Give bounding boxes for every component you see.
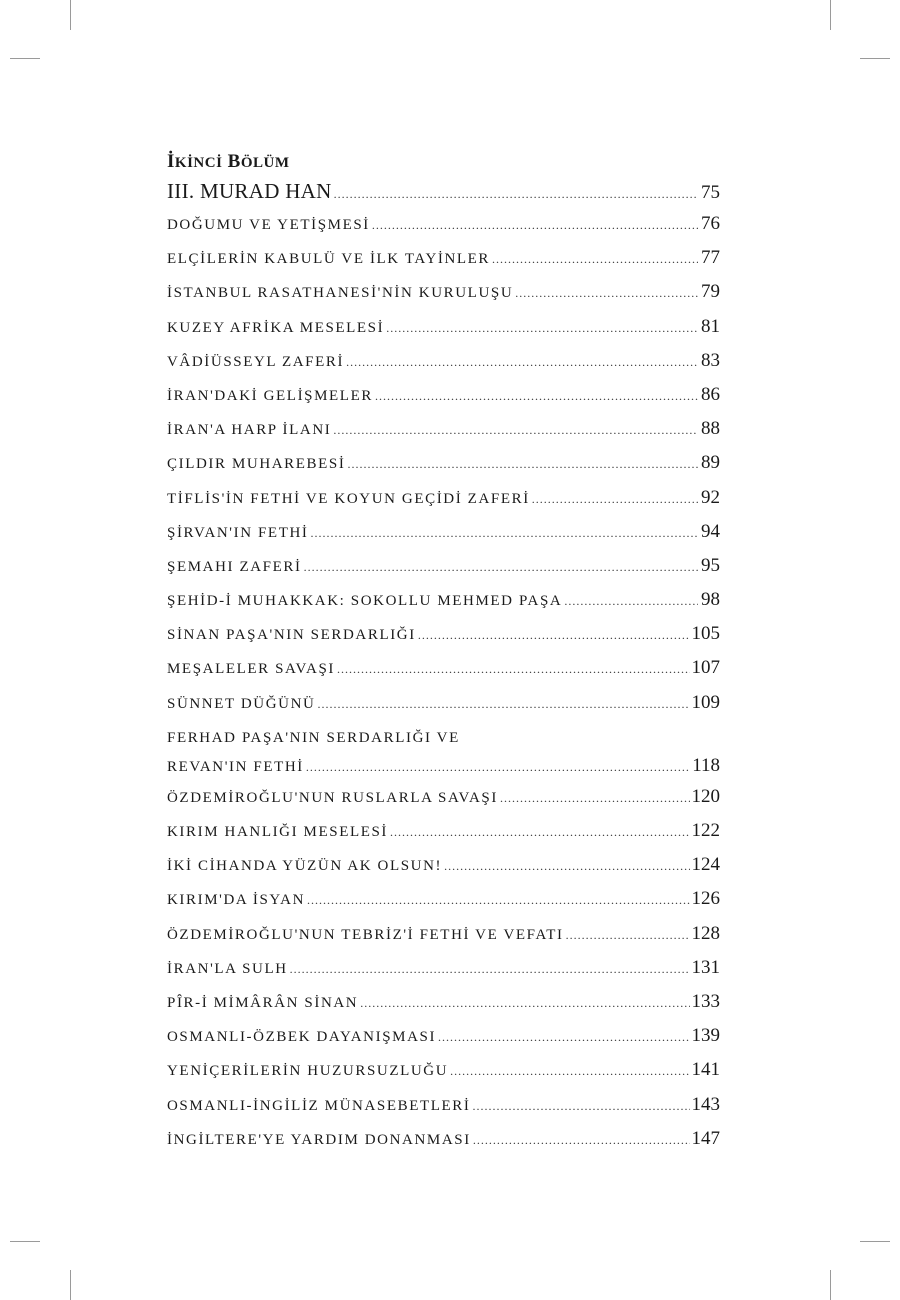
- toc-page-number: 133: [691, 990, 720, 1012]
- toc-page-number: 122: [691, 820, 720, 841]
- toc-title: SİNAN PAŞA'NIN SERDARLIĞI: [167, 627, 416, 644]
- toc-entry[interactable]: [167, 882, 720, 916]
- toc-entry[interactable]: [167, 617, 720, 651]
- table-of-contents: [167, 150, 720, 1156]
- toc-title: KIRIM HANLIĞI MESELESİ: [167, 824, 389, 840]
- toc-title: YENİÇERİLERİN HUZURSUZLUĞU: [167, 1063, 449, 1080]
- toc-entry[interactable]: [167, 985, 720, 1019]
- toc-entry[interactable]: [167, 1053, 720, 1087]
- dot-leader: [532, 482, 698, 516]
- toc-page-number: 126: [691, 888, 720, 910]
- section-heading-initial-2: B: [227, 151, 241, 172]
- toc-title-line-2: REVAN'IN FETHİ: [167, 758, 304, 775]
- dot-leader: [317, 687, 689, 721]
- toc-list-part-1: [167, 207, 720, 720]
- toc-title: İRAN'DAKİ GELİŞMELER: [167, 387, 373, 404]
- crop-mark-left-bottom: [10, 1241, 40, 1242]
- dot-leader: [386, 311, 698, 345]
- toc-entry[interactable]: [167, 951, 720, 985]
- toc-entry[interactable]: [167, 275, 720, 309]
- toc-title: ŞİRVAN'IN FETHİ: [167, 524, 309, 541]
- toc-page-number: 107: [691, 657, 720, 679]
- toc-page-number: 88: [701, 418, 720, 440]
- section-heading-rest: KİNCİ: [174, 155, 223, 171]
- toc-page-number: 105: [691, 623, 720, 645]
- toc-entry[interactable]: [167, 207, 720, 241]
- dot-leader: [346, 345, 698, 379]
- toc-list: [167, 175, 720, 207]
- dot-leader: [390, 815, 689, 849]
- toc-page-number: 77: [701, 247, 720, 269]
- toc-title: III. MURAD HAN: [167, 179, 332, 203]
- toc-page-number: 120: [691, 785, 720, 807]
- toc-entry[interactable]: [167, 1088, 720, 1122]
- toc-page-number: 95: [701, 554, 720, 576]
- toc-page-number: 124: [691, 854, 720, 876]
- dot-leader: [564, 584, 698, 618]
- toc-title: ÖZDEMİROĞLU'NUN RUSLARLA SAVAŞI: [167, 789, 498, 806]
- toc-title: OSMANLI-İNGİLİZ MÜNASEBETLERİ: [167, 1097, 471, 1114]
- section-heading-initial: İ: [167, 151, 175, 172]
- toc-page-number: 89: [701, 452, 720, 474]
- dot-leader: [290, 952, 690, 986]
- toc-title: TİFLİS'İN FETHİ VE KOYUN GEÇİDİ ZAFERİ: [167, 490, 530, 507]
- dot-leader: [306, 753, 690, 781]
- toc-title-line-2-row: [167, 752, 720, 780]
- toc-page-number: 75: [701, 182, 720, 203]
- toc-page-number: 98: [701, 589, 720, 611]
- dot-leader: [347, 447, 698, 481]
- dot-leader: [473, 1123, 690, 1157]
- toc-title: ÖZDEMİROĞLU'NUN TEBRİZ'İ FETHİ VE VEFATI: [167, 926, 564, 943]
- toc-entry[interactable]: [167, 917, 720, 951]
- dot-leader: [337, 652, 690, 686]
- toc-page-number: 92: [701, 486, 720, 508]
- toc-title: İNGİLTERE'YE YARDIM DONANMASI: [167, 1131, 471, 1148]
- crop-mark-top-left: [70, 0, 71, 30]
- toc-page-number: 109: [691, 691, 720, 713]
- toc-entry[interactable]: [167, 1122, 720, 1156]
- toc-title: VÂDİÜSSEYL ZAFERİ: [167, 353, 345, 370]
- dot-leader: [334, 178, 698, 210]
- dot-leader: [492, 242, 698, 276]
- dot-leader: [472, 1089, 689, 1123]
- toc-title-line-1: FERHAD PAŞA'NIN SERDARLIĞI VE: [167, 729, 460, 746]
- toc-title: İKİ CİHANDA YÜZÜN AK OLSUN!: [167, 858, 443, 875]
- toc-entry[interactable]: [167, 549, 720, 583]
- toc-title: MEŞALELER SAVAŞI: [167, 661, 335, 678]
- toc-title: İRAN'A HARP İLANI: [167, 422, 332, 439]
- toc-page-number: 76: [701, 213, 720, 234]
- toc-title: ELÇİLERİN KABULÜ VE İLK TAYİNLER: [167, 251, 491, 268]
- toc-title: PÎR-İ MİMÂRÂN SİNAN: [167, 994, 359, 1011]
- toc-title: ÇILDIR MUHAREBESİ: [167, 456, 346, 473]
- dot-leader: [310, 516, 698, 550]
- toc-entry[interactable]: [167, 515, 720, 549]
- toc-title: İRAN'LA SULH: [167, 960, 288, 977]
- toc-entry[interactable]: [167, 724, 720, 780]
- crop-mark-left-top: [10, 58, 40, 59]
- dot-leader: [360, 986, 689, 1020]
- dot-leader: [450, 1054, 689, 1088]
- toc-page-number: 86: [701, 383, 720, 405]
- dot-leader: [418, 618, 690, 652]
- toc-title: KIRIM'DA İSYAN: [167, 892, 306, 909]
- dot-leader: [444, 849, 689, 883]
- toc-entry[interactable]: [167, 583, 720, 617]
- toc-title: ŞEMAHI ZAFERİ: [167, 558, 302, 575]
- toc-page-number: 118: [692, 754, 720, 776]
- dot-leader: [515, 276, 698, 310]
- toc-entry[interactable]: [167, 412, 720, 446]
- toc-entry[interactable]: [167, 1019, 720, 1053]
- dot-leader: [500, 781, 690, 815]
- toc-page-number: 79: [701, 281, 720, 303]
- toc-title: OSMANLI-ÖZBEK DAYANIŞMASI: [167, 1029, 437, 1046]
- toc-page-number: 141: [691, 1059, 720, 1081]
- toc-title: ŞEHİD-İ MUHAKKAK: SOKOLLU MEHMED PAŞA: [167, 593, 563, 610]
- toc-entry[interactable]: [167, 780, 720, 814]
- toc-page-number: 143: [691, 1093, 720, 1115]
- toc-entry[interactable]: [167, 241, 720, 275]
- toc-page-number: 139: [691, 1025, 720, 1047]
- dot-leader: [304, 550, 698, 584]
- toc-page-number: 94: [701, 520, 720, 542]
- dot-leader: [438, 1020, 689, 1054]
- dot-leader: [333, 413, 698, 447]
- toc-title: DOĞUMU VE YETİŞMESİ: [167, 217, 370, 233]
- toc-entry[interactable]: [167, 481, 720, 515]
- toc-entry[interactable]: [167, 814, 720, 848]
- toc-entry[interactable]: [167, 344, 720, 378]
- toc-main-entry[interactable]: [167, 175, 720, 207]
- dot-leader: [566, 918, 690, 952]
- toc-entry[interactable]: [167, 686, 720, 720]
- toc-page-number: 131: [691, 956, 720, 978]
- toc-title: SÜNNET DÜĞÜNÜ: [167, 695, 316, 712]
- toc-list-two-line: [167, 724, 720, 780]
- toc-page-number: 147: [691, 1127, 720, 1149]
- section-heading: [167, 150, 720, 175]
- toc-entry[interactable]: [167, 848, 720, 882]
- toc-title: KUZEY AFRİKA MESELESİ: [167, 319, 385, 336]
- dot-leader: [375, 379, 698, 413]
- toc-entry[interactable]: [167, 310, 720, 344]
- crop-mark-right-top: [860, 58, 890, 59]
- toc-title: İSTANBUL RASATHANESİ'NİN KURULUŞU: [167, 285, 514, 302]
- toc-page-number: 83: [701, 349, 720, 371]
- dot-leader: [307, 883, 689, 917]
- toc-entry[interactable]: [167, 378, 720, 412]
- dot-leader: [372, 208, 698, 242]
- toc-entry[interactable]: [167, 651, 720, 685]
- crop-mark-bottom-right: [830, 1270, 831, 1300]
- crop-mark-bottom-left: [70, 1270, 71, 1300]
- toc-entry[interactable]: [167, 446, 720, 480]
- section-heading-rest-2: ÖLÜM: [240, 155, 290, 171]
- toc-page-number: 128: [691, 922, 720, 944]
- crop-mark-top-right: [830, 0, 831, 30]
- toc-list-part-2: [167, 780, 720, 1156]
- crop-mark-right-bottom: [860, 1241, 890, 1242]
- toc-page-number: 81: [701, 315, 720, 337]
